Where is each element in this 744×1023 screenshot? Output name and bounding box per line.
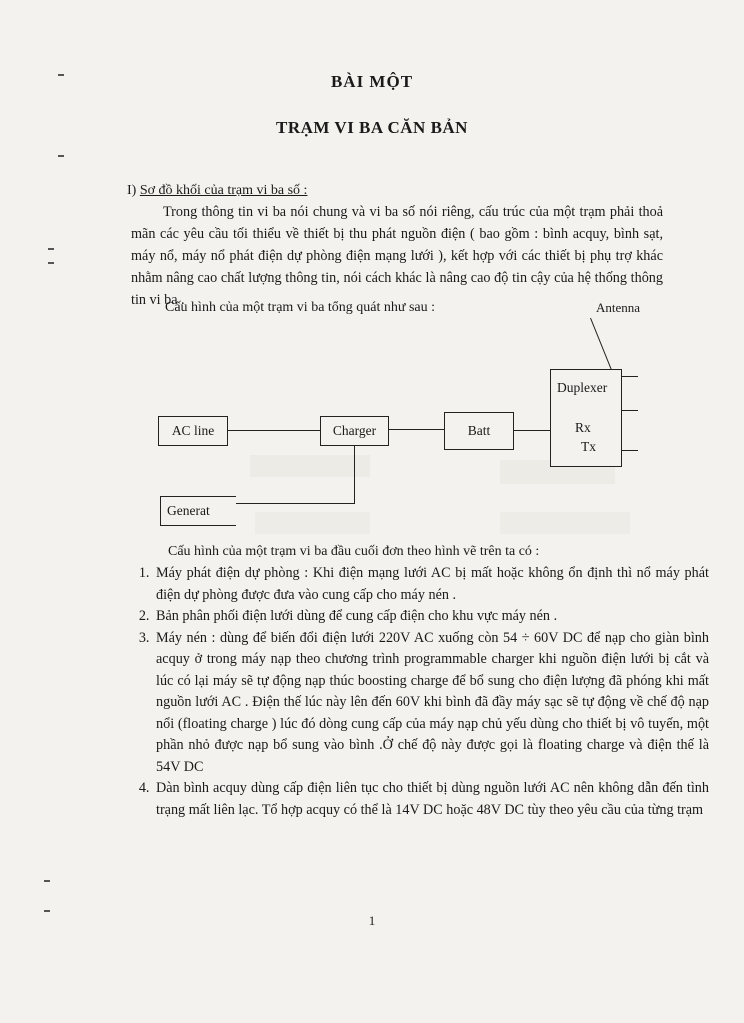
generator-line (354, 446, 355, 504)
section-heading-text: Sơ đồ khối của trạm vi ba số : (139, 183, 308, 198)
batt-radio-line (512, 430, 550, 431)
list-item: 1. Máy phát điện dự phòng : Khi điện mạng lưới AC bị mất hoặc không ổn định thì nổ máy phát điện dự phòng được đưa vào cung cấp cho máy nén . (153, 563, 709, 606)
charger-box (320, 416, 389, 446)
margin-mark (44, 910, 50, 912)
list-item: 3. Máy nén : dùng để biến đổi điện lưới 220V AC xuống còn 54 ÷ 60V DC để nạp cho giàn bình acquy ở trong máy nạp theo chương trình programmable charger khi nguồn điện lưới bị cắt và lúc có lại máy sẽ tự động nạp thúc boosting charge để bổ sung cho điện lượng đã phóng khi mất nguồn lưới AC . Điện thế lúc này lên đến 60V khi bình đã đầy máy sạc sẽ tự động về chế độ nạp nổi (floating charge ) lúc đó dòng cung cấp của máy nạp chủ yếu dùng cho thiết bị vô tuyến, một phần nhỏ được nạp bổ sung vào bình .Ở chế độ này được gọi là floating charge và điện thế là 54V DC (153, 628, 709, 779)
batt-box (444, 412, 514, 450)
radio-unit-box (550, 369, 622, 467)
page-subtitle: TRẠM VI BA CĂN BẢN (276, 118, 468, 137)
bleed-through (250, 455, 370, 477)
antenna-feed-line (590, 318, 613, 373)
intro-text: Trong thông tin vi ba nói chung và vi ba số nói riêng, cấu trúc của một trạm phải thoả mãn các yêu cầu tối thiểu về thiết bị thu phát nguồn điện ( bao gồm : bình acquy, bình sạt, máy nổ, máy nổ phát điện dự phòng điện mạng lưới ), kết hợp với các thiết bị phụ trợ khác nhằm nâng cao chất lượng thông tin, nói cách khác là nâng cao độ tin cậy của hệ thống thông tin vi ba . (131, 204, 663, 308)
intro-paragraph (131, 201, 663, 311)
charger-batt-line (387, 429, 444, 430)
diagram-caption: Cấu hình của một trạm vi ba đầu cuối đơn theo hình vẽ trên ta có : (168, 544, 540, 559)
antenna-label: Antenna (596, 300, 641, 315)
output-line (620, 376, 638, 377)
ac-line-label: AC line (171, 423, 215, 438)
generator-line (236, 503, 355, 504)
output-line (620, 450, 638, 451)
section-heading (127, 183, 307, 199)
list-item: 2. Bản phân phối điện lưới dùng để cung cấp điện cho khu vực máy nén . (153, 606, 709, 628)
margin-mark (48, 248, 54, 250)
page-title: BÀI MỘT (330, 72, 414, 91)
list-item: 4. Dàn bình acquy dùng cấp điện liên tục cho thiết bị dùng nguồn lưới AC nên không dẫn đến tình trạng mất liên lạc. Tổ hợp acquy có thể là 14V DC hoặc 48V DC tùy theo yêu cầu của từng trạm (153, 778, 709, 821)
charger-label: Charger (332, 423, 377, 438)
duplexer-label: Duplexer (557, 380, 608, 395)
page-number: 1 (368, 913, 376, 928)
generator-label: Generat (167, 503, 210, 518)
output-line (620, 410, 638, 411)
ac-charger-line (226, 430, 320, 431)
margin-mark (48, 262, 54, 264)
rx-label: Rx (575, 420, 591, 435)
section-prefix: I) (127, 183, 140, 198)
numbered-list (112, 563, 709, 821)
generator-box (160, 496, 236, 526)
batt-label: Batt (467, 423, 491, 438)
bleed-through (500, 512, 630, 534)
ac-line-box (158, 416, 228, 446)
margin-mark (44, 880, 50, 882)
tx-label: Tx (581, 439, 596, 454)
config-line: Cấu hình của một trạm vi ba tổng quát như sau : (165, 300, 436, 315)
margin-mark (58, 155, 64, 157)
bleed-through (255, 512, 370, 534)
